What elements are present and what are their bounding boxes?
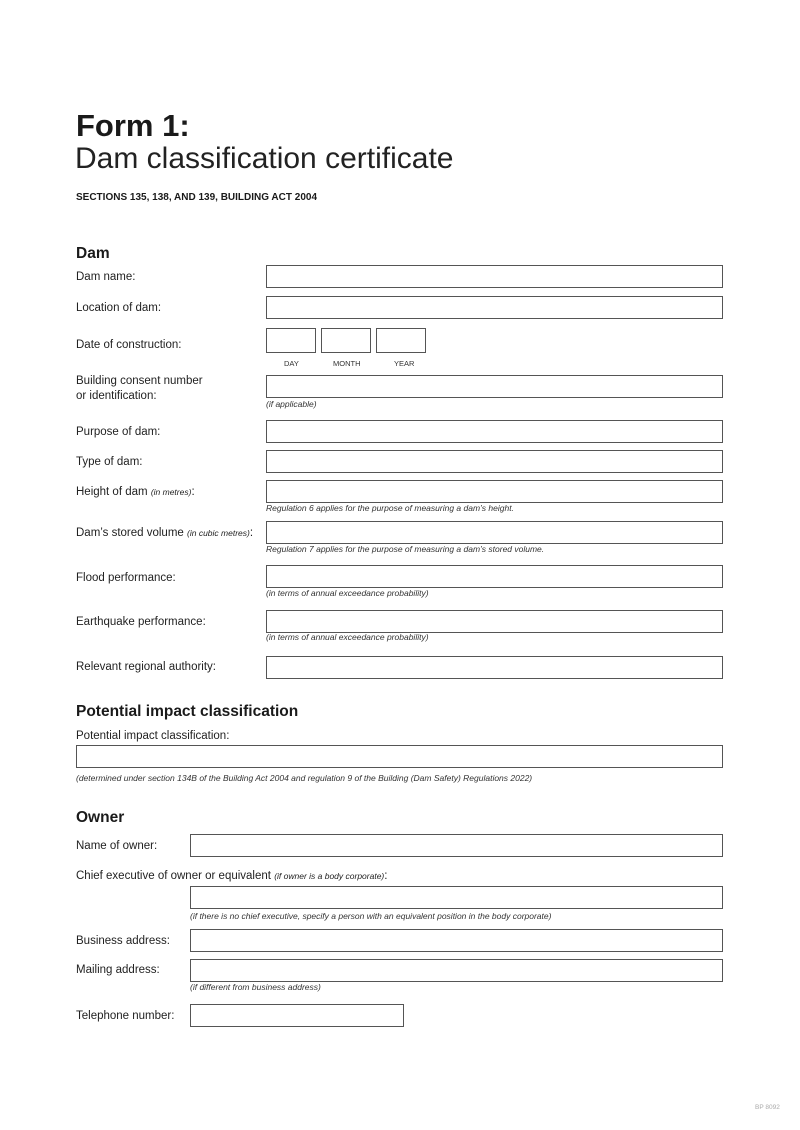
day-label: DAY xyxy=(284,359,299,368)
dam-name-label: Dam name: xyxy=(76,271,136,283)
ceo-field[interactable] xyxy=(190,886,723,909)
date-month-field[interactable] xyxy=(321,328,371,353)
consent-label-line2: or identification: xyxy=(76,390,157,402)
dam-name-field[interactable] xyxy=(266,265,723,288)
volume-label-text: Dam’s stored volume xyxy=(76,527,184,539)
impact-label: Potential impact classification: xyxy=(76,730,230,742)
page-title: Dam classification certificate xyxy=(75,142,454,175)
authority-field[interactable] xyxy=(266,656,723,679)
dam-heading: Dam xyxy=(76,245,110,262)
ceo-label: Chief executive of owner or equivalent (if owner is a body corporate): xyxy=(76,870,388,882)
date-day-field[interactable] xyxy=(266,328,316,353)
flood-field[interactable] xyxy=(266,565,723,588)
ceo-label-text: Chief executive of owner or equivalent xyxy=(76,870,271,882)
height-label: Height of dam (in metres): xyxy=(76,486,195,498)
business-address-label: Business address: xyxy=(76,935,170,947)
owner-name-label: Name of owner: xyxy=(76,840,158,852)
location-field[interactable] xyxy=(266,296,723,319)
ceo-qualifier: (if owner is a body corporate) xyxy=(274,871,385,881)
sections-reference: SECTIONS 135, 138, AND 139, BUILDING ACT 2004 xyxy=(76,192,318,203)
flood-label: Flood performance: xyxy=(76,572,176,584)
date-year-field[interactable] xyxy=(376,328,426,353)
volume-note: Regulation 7 applies for the purpose of measuring a dam’s stored volume. xyxy=(266,544,545,554)
height-label-text: Height of dam xyxy=(76,486,148,498)
volume-unit: (in cubic metres) xyxy=(187,528,250,538)
height-unit: (in metres) xyxy=(150,487,192,497)
owner-name-field[interactable] xyxy=(190,834,723,857)
type-label: Type of dam: xyxy=(76,456,143,468)
earthquake-field[interactable] xyxy=(266,610,723,633)
consent-note: (if applicable) xyxy=(266,399,317,409)
year-label: YEAR xyxy=(394,359,415,368)
telephone-field[interactable] xyxy=(190,1004,404,1027)
height-field[interactable] xyxy=(266,480,723,503)
telephone-label: Telephone number: xyxy=(76,1010,175,1022)
mailing-note: (if different from business address) xyxy=(190,982,321,992)
earthquake-note: (in terms of annual exceedance probability) xyxy=(266,632,429,642)
form-number: Form 1: xyxy=(76,108,190,143)
owner-heading: Owner xyxy=(76,809,125,826)
impact-heading: Potential impact classification xyxy=(76,703,299,720)
ceo-note: (if there is no chief executive, specify a person with an equivalent position in the body corporate) xyxy=(190,911,552,921)
flood-note: (in terms of annual exceedance probability) xyxy=(266,588,429,598)
form-code: BP 8092 xyxy=(755,1104,780,1111)
mailing-address-label: Mailing address: xyxy=(76,964,160,976)
impact-note: (determined under section 134B of the Building Act 2004 and regulation 9 of the Building (Dam Safety) Regulations 2022) xyxy=(76,773,533,783)
earthquake-label: Earthquake performance: xyxy=(76,616,206,628)
authority-label: Relevant regional authority: xyxy=(76,661,216,673)
consent-label-line1: Building consent number xyxy=(76,375,203,387)
date-label: Date of construction: xyxy=(76,339,182,351)
month-label: MONTH xyxy=(333,359,361,368)
volume-label: Dam’s stored volume (in cubic metres): xyxy=(76,527,254,539)
purpose-label: Purpose of dam: xyxy=(76,426,161,438)
volume-field[interactable] xyxy=(266,521,723,544)
type-field[interactable] xyxy=(266,450,723,473)
purpose-field[interactable] xyxy=(266,420,723,443)
height-note: Regulation 6 applies for the purpose of measuring a dam’s height. xyxy=(266,503,514,513)
business-address-field[interactable] xyxy=(190,929,723,952)
impact-field[interactable] xyxy=(76,745,723,768)
consent-field[interactable] xyxy=(266,375,723,398)
mailing-address-field[interactable] xyxy=(190,959,723,982)
location-label: Location of dam: xyxy=(76,302,162,314)
